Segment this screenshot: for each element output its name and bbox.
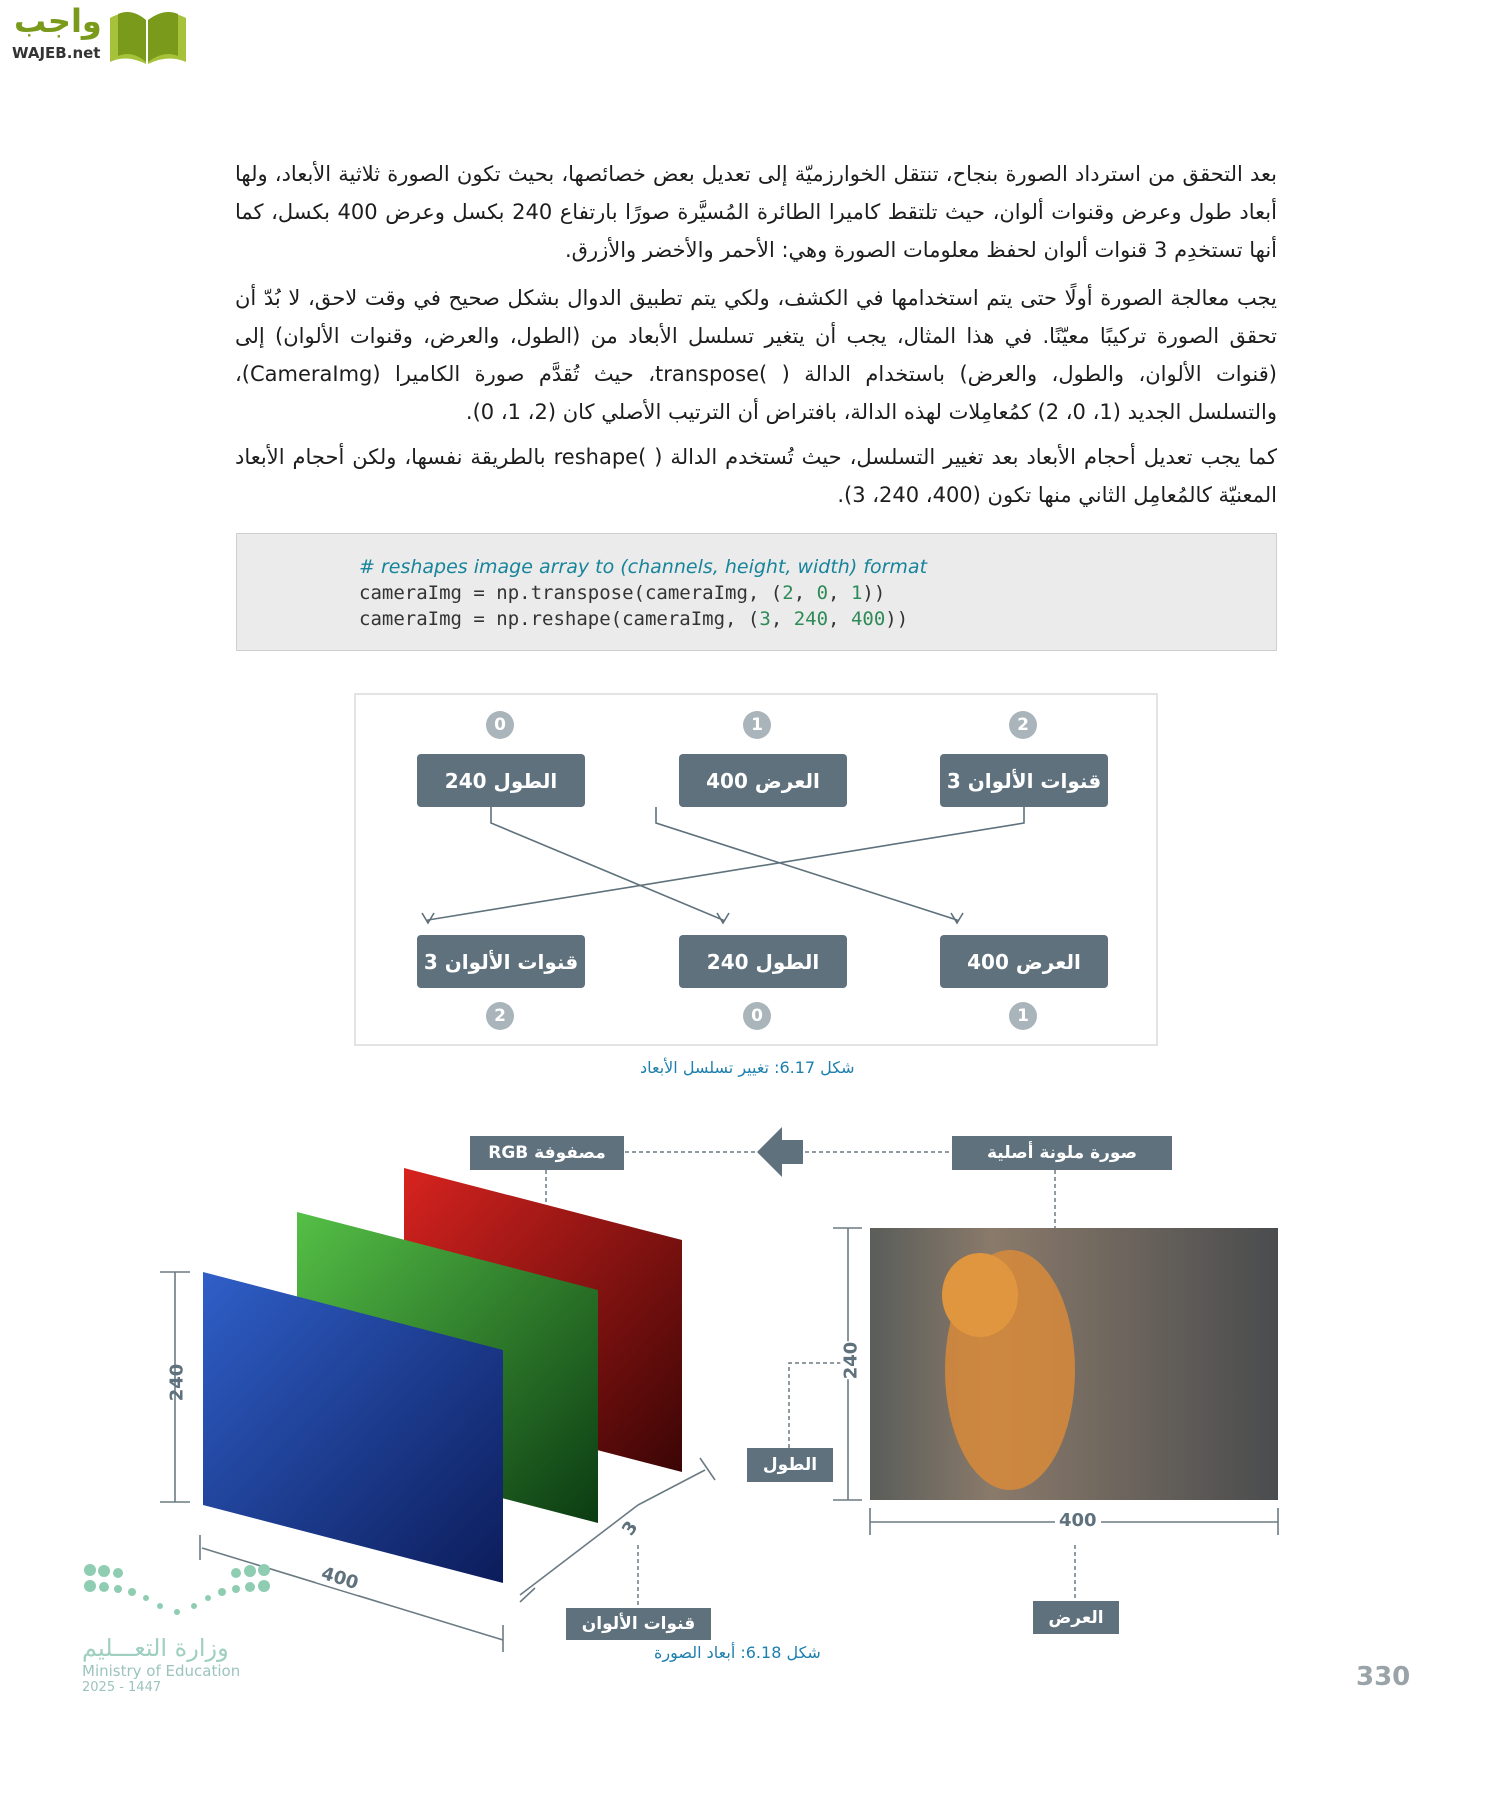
layers-height-value: 240 [166, 1363, 188, 1402]
index-badge: 0 [743, 1002, 771, 1030]
original-image-label: صورة ملونة أصلية [952, 1136, 1172, 1170]
ministry-name-ar: وزارة التعـــليم [82, 1634, 229, 1662]
ministry-logo [82, 1562, 272, 1722]
photo-height-value: 240 [840, 1341, 862, 1380]
logo-arabic: واجب [14, 2, 102, 40]
ministry-dots-icon [82, 1562, 272, 1622]
width-label: العرض [1033, 1601, 1119, 1634]
photo-width-value: 400 [1055, 1510, 1101, 1531]
channels-value: 3 [618, 1517, 643, 1540]
year: 2025 - 1447 [82, 1680, 162, 1695]
logo-english: WAJEB.net [12, 44, 101, 62]
rgb-array-label: مصفوفة RGB [470, 1136, 624, 1170]
page-number: 330 [1356, 1662, 1411, 1692]
channels-label: قنوات الألوان [566, 1608, 711, 1640]
dim-box-width: العرض 400 [940, 935, 1108, 988]
code-comment: # reshapes image array to (channels, height, width) format [359, 556, 928, 578]
arrow-left-icon [757, 1127, 803, 1177]
index-badge: 1 [743, 711, 771, 739]
dim-box-height: الطول 240 [417, 754, 585, 807]
paragraph-1: بعد التحقق من استرداد الصورة بنجاح، تنتقل الخوارزميّة إلى تعديل بعض خصائصها، بحيث تكون الصورة ثلاثية الأبعاد، ولها أبعاد طول وعرض وقنوات ألوان، حيث تلتقط كاميرا الطائرة المُسيَّرة صورًا بارتفاع 240 بكسل وعرض 400 بكسل، كما أنها تستخدِم 3 قنوات ألوان لحفظ معلومات الصورة وهي: الأحمر والأخضر والأزرق. [235, 162, 1277, 262]
code-line-reshape: cameraImg = np.reshape(cameraImg, (3, 240, 400)) [359, 608, 909, 630]
paragraph-3: كما يجب تعديل أحجام الأبعاد بعد تغيير التسلسل، حيث تُستخدم الدالة ( )reshape بالطريقة نفسها، ولكن أحجام الأبعاد المعنيّة كالمُعامِل الثاني منها تكون (400، 240، 3). [235, 445, 1277, 507]
layers-width-value: 400 [316, 1562, 364, 1595]
figure-caption: شكل 6.18: أبعاد الصورة [654, 1643, 821, 1662]
index-badge: 0 [486, 711, 514, 739]
code-line-transpose: cameraImg = np.transpose(cameraImg, (2, 0, 1)) [359, 582, 886, 604]
ministry-name-en: Ministry of Education [82, 1662, 241, 1680]
dim-box-channels: قنوات الألوان 3 [940, 754, 1108, 807]
dim-box-height: الطول 240 [679, 935, 847, 988]
index-badge: 2 [486, 1002, 514, 1030]
paragraph-2: يجب معالجة الصورة أولًا حتى يتم استخدامها في الكشف، ولكي يتم تطبيق الدوال بشكل صحيح في وقت لاحق، لا بُدّ أن تحقق الصورة تركيبًا معيّنًا. في هذا المثال، يجب أن يتغير تسلسل الأبعاد من (الطول، والعرض، وقنوات الألوان) إلى (قنوات الألوان، والطول، والعرض) باستخدام الدالة ( )transpose، حيث تُقدَّم صورة الكاميرا (CameraImg)، والتسلسل الجديد (1، 0، 2) كمُعامِلات لهذه الدالة، بافتراض أن الترتيب الأصلي كان (2، 1، 0). [235, 286, 1277, 424]
dim-box-width: العرض 400 [679, 754, 847, 807]
figure-caption: شكل 6.17: تغيير تسلسل الأبعاد [640, 1058, 855, 1077]
dim-box-channels: قنوات الألوان 3 [417, 935, 585, 988]
index-badge: 2 [1009, 711, 1037, 739]
index-badge: 1 [1009, 1002, 1037, 1030]
height-label: الطول [747, 1448, 833, 1482]
